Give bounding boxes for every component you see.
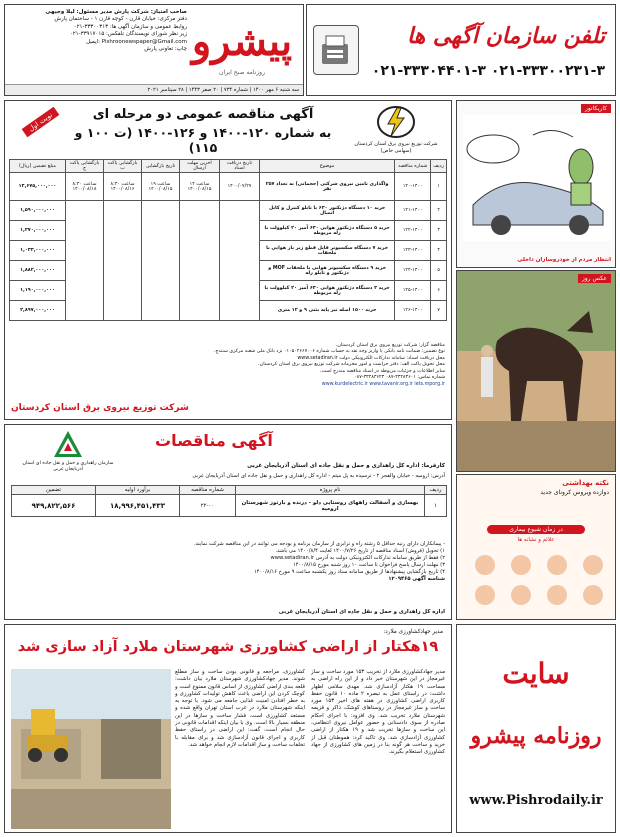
table-cell: خرید ۵ دستگاه دژنکتور هوایی ۶۳۰ آمپر ۲۰ کیلوولت با رله مربوطه xyxy=(260,221,395,241)
table-cell: ۱ xyxy=(425,495,447,517)
tender2-employer: کارفرما: اداره کل راهداری و حمل و نقل جاده ای استان آذربایجان غربی xyxy=(247,463,445,469)
health-subtitle: دوازده ویروس کرونای جدید xyxy=(540,489,609,496)
note-line: شناسه آگهی ۱۲۰۹۴۶۵ xyxy=(388,576,445,583)
table-header: تضمین xyxy=(12,486,96,495)
table-cell: ۳ xyxy=(431,221,447,241)
tender-footer: شرکت توزیع نیروی برق استان کردستان xyxy=(11,403,189,413)
table-header: شماره مناقصه xyxy=(395,160,431,173)
health-box-subtitle: علائم و نشانه ها xyxy=(517,537,555,543)
tender-table xyxy=(9,159,447,321)
company-logo xyxy=(349,105,443,154)
note-line: ۱) تحویل (فروش) اسناد مناقصه از تاریخ ۱۴۰۰/۷/۲۶ لغایت ۱۴۰۰/۸/۴ می باشد. xyxy=(275,548,445,555)
table-cell: ۹۴۹,۸۲۲,۵۶۶ xyxy=(12,495,96,517)
table-header-row xyxy=(12,486,447,495)
tender2-address: آدرس: ارومیه - خیابان والفجر ۲ - ترسیده به پل میثم - اداره کل راهداری و حمل و نقل جاده ای استان آذربایجان غربی xyxy=(192,473,445,479)
table-row xyxy=(10,173,447,201)
note-line: مناقصه گزار: شرکت توزیع نیروی برق استان کردستان. xyxy=(335,343,445,348)
cartoon-box xyxy=(456,100,616,268)
tender-title-line1: آگهی مناقصه عمومی دو مرحله ای xyxy=(92,107,314,122)
tender-website[interactable]: www.kurdelectric.ir www.tavanir.org.ir iets.mporg.ir xyxy=(321,381,445,387)
site-ad-line2: روزنامه پیشرو xyxy=(470,723,602,749)
meta-line: ایمیل: Pishroonewspaper@Gmail.com xyxy=(86,38,187,45)
table-cell: ۱,۵۹۰,۰۰۰,۰۰۰ xyxy=(10,201,66,221)
table-cell: ۱۲۳-۱۴۰۰ xyxy=(395,241,431,261)
table-cell: ۱۲۵-۱۴۰۰ xyxy=(395,281,431,301)
cartoon-label: کاریکاتور xyxy=(581,104,611,113)
table-cell xyxy=(220,201,260,321)
table-header: بازگشایی پاکت ب xyxy=(104,160,142,173)
table-cell: ۱۴۰۰/۰۷/۲۷ xyxy=(220,173,260,201)
photo-box xyxy=(456,270,616,472)
tender-title xyxy=(65,107,341,155)
health-box-title: در زمان شیوع بیماری xyxy=(487,525,585,534)
note-line: محل تحویل پاکت الف: دفتر حراست و امور محرمانه شرکت توزیع نیروی برق استان کردستان. xyxy=(258,362,445,368)
table-cell: ۴ xyxy=(431,241,447,261)
table-cell: ۱,۰۳۳,۰۰۰,۰۰۰ xyxy=(10,241,66,261)
site-ad-url[interactable]: www.Pishrodaily.ir xyxy=(469,793,603,808)
road-org-logo-icon xyxy=(52,429,84,459)
ad-phone-box xyxy=(306,4,616,96)
table-header: ردیف xyxy=(425,486,447,495)
table-cell: ۵ xyxy=(431,261,447,281)
table-cell: ۲ xyxy=(431,201,447,221)
table-cell: ۱۲۰-۱۴۰۰ xyxy=(395,173,431,201)
table-header: مبلغ تضمین (ریال) xyxy=(10,160,66,173)
table-header: آخرین مهلت ارسال xyxy=(180,160,220,173)
table-cell xyxy=(66,201,104,321)
meta-line: چاپ: تعاونی پارش xyxy=(144,46,187,53)
table-cell: خرید ۷ دستگاه سکسیونر قابل قطع زیر بار هوایی با ملحقات xyxy=(260,241,395,261)
table-header: تاریخ دریافت اسناد xyxy=(220,160,260,173)
phone-icon xyxy=(313,25,359,75)
health-title: نکته بهداشتی xyxy=(562,479,609,487)
photo-label: عکس روز xyxy=(578,274,611,283)
table-cell: ۱۲۱-۱۴۰۰ xyxy=(395,201,431,221)
meta-line: دفتر مرکزی: خیابان قارن - کوچه قارن ۱ - ساختمان پارش xyxy=(54,16,187,23)
health-box xyxy=(456,474,616,620)
table-cell: ۲,۸۹۷,۰۰۰,۰۰۰ xyxy=(10,301,66,321)
note-line: ۲) فقط از طریق سامانه تدارکات الکترونیکی دولت به آدرس www.setadiran.ir xyxy=(270,555,445,562)
masthead xyxy=(4,4,304,96)
table-cell: ۶ xyxy=(431,281,447,301)
table-cell: خرید ۱۰ دستگاه دژنکتور ۶۳۰ با تابلو کنترل و کابل اتصال xyxy=(260,201,395,221)
date-line: سه شنبه ۶ مهر ۱۴۰۰ | شماره ۷۳۴ | ۲۰ صفر ۱۴۴۳ | ۲۸ سپتامبر ۲۰۲۱ xyxy=(5,84,303,95)
article-kicker: مدیر جهادکشاورزی ملارد: xyxy=(383,629,443,635)
table-cell: ۱ xyxy=(431,173,447,201)
meta-line: صاحب امتیاز: شرکت پارش مدیر مسئول: لیلا وجیهی xyxy=(45,9,187,15)
tender-notes xyxy=(11,343,445,388)
table-cell: ۱,۱۹۰,۰۰۰,۰۰۰ xyxy=(10,281,66,301)
table-cell: بهسازی و آسفالت راههای روستایی دلو - درنده و بارتوز شهرستان ارومیه xyxy=(236,495,425,517)
tender2-org-block xyxy=(13,429,123,473)
table-header: موضوع xyxy=(260,160,395,173)
tender-title-line2: به شماره ۱۲۰-۱۴۰۰ و ۱۲۶-۱۴۰۰ (ت ۱۰۰ و ۱۱۵) xyxy=(74,125,332,155)
table-cell: ۱,۸۸۲,۰۰۰,۰۰۰ xyxy=(10,261,66,281)
table-cell: ۱۲۴-۱۴۰۰ xyxy=(395,261,431,281)
tender-badge: نوبت اول xyxy=(22,107,60,138)
table-cell: خرید ۹ دستگاه سکسیونر هوایی با ملحقات MOF و دژنکتور و تابلو رله xyxy=(260,261,395,281)
table-cell: واگذاری تامین نیروی شرکتی (حجمانی) به تعداد ۲۵۷ نفر xyxy=(260,173,395,201)
article-col-left: کشاورزی، مراجعه و قانونی بودن ساخت و ساز مطلع شوند. مدیر جهادکشاورزی شهرستان ملارد بیان داشت: قلعه بندی اراضی کشاورزی از اساس قانون ممنوع است و کوچک کردن این اراضی باعث کاهش تولیدات کشاورزی و به خطر افتادن امنیت غذایی جامعه می شود. با توجه به اینکه شهرستان ملارد در غرب استان تهران واقع شده و مستعد کشاورزی است، فشار ساخت و سازها در این منطقه بسیار بالا است. وی با بیان اینکه اقدامات قانونی در حال انجام است، گفت: این اراضی در راستای حفظ کاربری و اجرای قانون آزادسازی شد و برای مقابله با تخلفات ساخت و ساز اقدامات لازم انجام خواهد شد. xyxy=(175,669,305,748)
photo-image xyxy=(457,271,615,471)
table-cell: ساعت ۸:۳۰ ۱۴۰۰/۰۸/۱۶ xyxy=(104,173,142,201)
tender2-org: سازمان راهداری و حمل و نقل جاده ای استان آذربایجان غربی xyxy=(22,461,114,473)
note-line: - پیمانکاران دارای رتبه حداقل ۵ رشته راه و ترابری از سازمان برنامه و بودجه می توانند در این مناقصه شرکت نمایند. xyxy=(193,541,445,547)
logo-subtitle: روزنامه صبح ایران xyxy=(219,69,265,76)
table-header: تاریخ بازگشایی xyxy=(142,160,180,173)
table-cell: ۷ xyxy=(431,301,447,321)
table-cell xyxy=(142,201,180,321)
ad-phone-title: تلفن سازمان آگهی ها xyxy=(406,23,605,49)
table-header: ردیف xyxy=(431,160,447,173)
tender2-table xyxy=(11,485,447,517)
note-line: شماره تماس: ۳۳۲۸۳۶۰۱-۰۸۷ ۳۳۲۸۳۶۲۳-۰۸۷ xyxy=(354,375,445,381)
tender2-notes xyxy=(125,541,445,583)
article-box xyxy=(4,624,452,833)
tender-kurdistan xyxy=(4,100,452,420)
tender-azarbaijan xyxy=(4,424,452,620)
tender2-title: آگهی مناقصات xyxy=(155,431,273,450)
cartoon-image xyxy=(463,115,611,241)
note-line: محل دریافت اسناد: سامانه تدارکات الکترونیکی دولت www.setadiran.ir xyxy=(297,355,445,361)
health-infographic xyxy=(465,549,609,615)
table-cell: ۱۴,۶۷۵,۰۰۰,۰۰۰ xyxy=(10,173,66,201)
meta-line: روابط عمومی و سازمان آگهی ها: ۳۳۳۰۰۳۱۳-۰۲۱ xyxy=(73,23,187,30)
tender2-footer: اداره کل راهداری و حمل و نقل جاده ای استان آذربایجان غربی xyxy=(278,609,445,615)
logo-text: پیشرو xyxy=(191,18,293,65)
table-header: نام پروژه xyxy=(236,486,425,495)
ad-phone-numbers: ۰۲۱-۳۳۳۰۰۲۳۱-۳ ۰۲۱-۳۳۳۰۴۴۰۱-۳ xyxy=(371,63,605,79)
table-cell xyxy=(104,201,142,321)
table-header: شماره مناقصه xyxy=(180,486,236,495)
note-line: نوع تضمین: ضمانت نامه بانکی یا واریز وجه نقد به حساب شماره ۰۱۰۵۰۲۶۶۷۰۰۶ نزد بانک ملی شعبه مرکزی سنندج. xyxy=(213,349,445,355)
masthead-logo xyxy=(187,15,297,85)
note-line: سایر اطلاعات و جزئیات مربوطه در اسناد مناقصه مندرج است. xyxy=(319,368,445,374)
table-cell xyxy=(180,201,220,321)
article-photo xyxy=(11,669,171,829)
masthead-meta xyxy=(9,9,187,54)
note-line: ۳) مهلت ارسال پاسخ فراخوان تا ساعت ۱۰ روز شنبه مورخ ۱۴۰۰/۸/۱۵ xyxy=(292,562,445,569)
article-col-right: مدیر جهادکشاورزی ملارد از تخریب ۱۵۳ مورد ساخت و ساز غیرمجاز در این شهرستان خبر داد و از این راه اراضی به مساحت ۱۹ هکتار آزادسازی شد. مهدی سلامی اظهار داشت: در راستای عمل به تبصره ۲ ماده ۱۰ قانون حفظ کاربری اراضی کشاورزی در هفته های اخیر ۱۵۳ مورد ساخت و ساز غیرمجاز در روستاهای کوشک، ذاکر و قزیمه شهرستان ملارد تخریب شد. وی افزود: با اجرای احکام صادره از سوی دادستانی و حضور عوامل نیروی انتظامی، این ساخت و سازها تخریب شد و ۱۹ هکتار از اراضی کشاورزی آزادسازی شد. وی تاکید کرد: هموطنان قبل از خرید و ساخت هر گونه بنا در زمین های کشاورزی از جهاد کشاورزی استعلام بگیرند. xyxy=(311,669,445,756)
table-cell: ۱۲۲-۱۴۰۰ xyxy=(395,221,431,241)
site-ad-box xyxy=(456,624,616,833)
table-header: بازگشایی پاکت ج xyxy=(66,160,104,173)
table-cell: ۲۲-۰۰ xyxy=(180,495,236,517)
table-cell: ۱,۴۷۰,۰۰۰,۰۰۰ xyxy=(10,221,66,241)
table-cell: ۱۲۶-۱۴۰۰ xyxy=(395,301,431,321)
cartoon-caption: انتظار مردم از خودروسازان داخلی xyxy=(517,257,611,263)
meta-line: زیر نظر شورای نویسندگان تلفکس: ۳۳۹۱۷۰۱۵-۰۲۱ xyxy=(69,31,187,38)
table-cell: ساعت ۸:۳۰ ۱۴۰۰/۰۸/۱۸ xyxy=(66,173,104,201)
table-cell: ساعت ۱۹ ۱۴۰۰/۰۸/۱۵ xyxy=(142,173,180,201)
article-headline: ۱۹هکتار از اراضی کشاورزی شهرستان ملارد آزاد سازی شد xyxy=(17,639,439,655)
company-name: شرکت توزیع نیروی برق استان کردستان (سهامی خاص) xyxy=(354,141,438,154)
table-row xyxy=(10,201,447,221)
table-header: برآورد اولیه xyxy=(96,486,180,495)
note-line: ۴) تاریخ بازگشایی پیشنهادها از طریق سامانه ستاد روز یکشنبه ساعت ۹ مورخ ۱۴۰۰/۸/۱۶ xyxy=(254,569,445,576)
table-cell: ساعت ۱۴ ۱۴۰۰/۰۸/۱۵ xyxy=(180,173,220,201)
site-ad-line1: سایت xyxy=(502,657,570,690)
table-cell: خرید ۱۵۰۰ اصله تیر پایه بتنی ۹ و ۱۲ متری xyxy=(260,301,395,321)
electricity-logo-icon xyxy=(376,105,416,139)
table-cell: خرید ۴ دستگاه دژنکتور هوایی ۶۳۰ آمپر ۲۰ کیلوولت با رله مربوطه xyxy=(260,281,395,301)
table-cell: ۱۸,۹۹۶,۴۵۱,۴۳۳ xyxy=(96,495,180,517)
table-row xyxy=(12,495,447,517)
table-header-row xyxy=(10,160,447,173)
